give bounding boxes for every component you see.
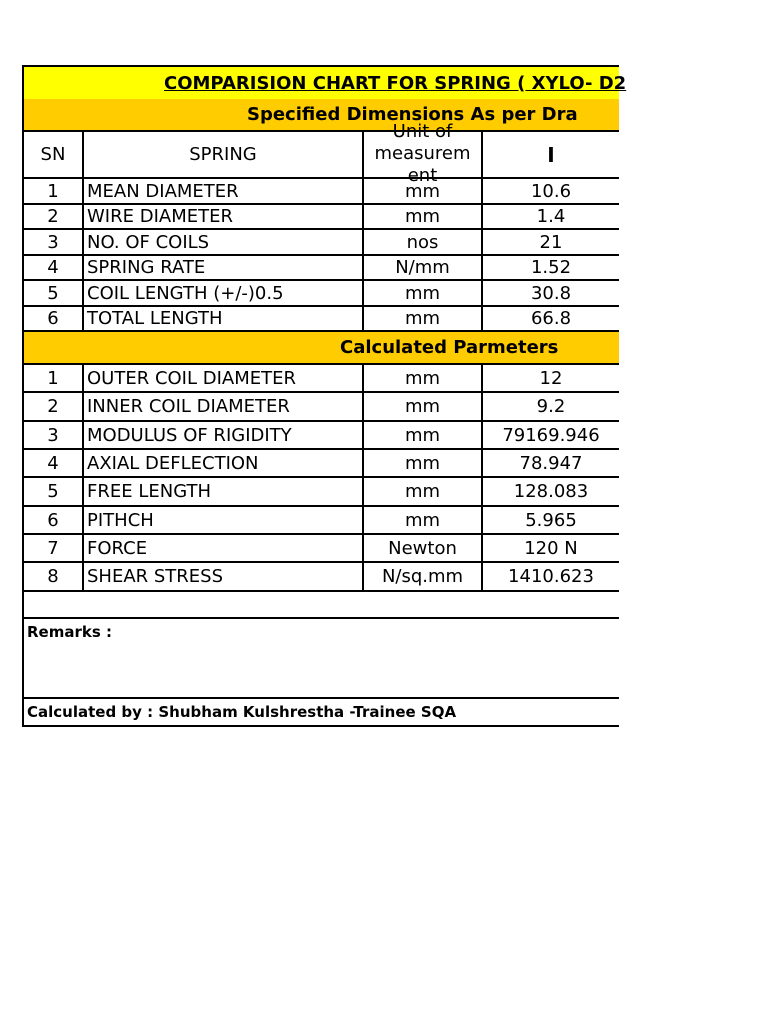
- table-header-row: [22, 121, 619, 186]
- header-col-i: I: [547, 142, 555, 167]
- spreadsheet-page: [22, 65, 627, 727]
- calculated-banner-row: [22, 332, 619, 365]
- cell-unit: N/mm: [364, 256, 483, 279]
- cell-unit: mm: [364, 205, 483, 228]
- cell-sn: 3: [24, 230, 84, 254]
- cell-unit: mm: [364, 422, 483, 448]
- header-spring: SPRING: [84, 132, 364, 177]
- cell-unit: nos: [364, 230, 483, 254]
- cell-value: 1410.623: [508, 566, 594, 587]
- header-unit-line2: measurem: [374, 143, 471, 164]
- specified-banner: Specified Dimensions As per Dra: [24, 99, 619, 130]
- cell-spring: SPRING RATE: [84, 256, 364, 279]
- cell-value: 66.8: [530, 308, 572, 329]
- cell-spring: INNER COIL DIAMETER: [84, 393, 364, 420]
- table-row: [22, 450, 619, 478]
- cell-unit: mm: [364, 365, 483, 391]
- cell-sn: 8: [24, 563, 84, 590]
- cell-value: 78.947: [519, 452, 583, 474]
- table-row: [22, 281, 619, 307]
- cell-spring: SHEAR STRESS: [84, 563, 364, 590]
- header-unit-line3: ent: [407, 165, 438, 186]
- cell-spring: MODULUS OF RIGIDITY: [84, 422, 364, 448]
- table-row: [22, 393, 619, 422]
- empty-row: [22, 592, 619, 619]
- cell-unit: mm: [364, 478, 483, 505]
- cell-unit: mm: [364, 307, 483, 330]
- remarks-block: [22, 619, 619, 699]
- remarks-label: Remarks :: [27, 623, 112, 641]
- cell-sn: 6: [24, 507, 84, 533]
- calculated-by-row: [22, 699, 619, 727]
- specified-banner-row: [22, 99, 619, 132]
- table-row: [22, 179, 619, 205]
- cell-value: 120 N: [524, 537, 578, 559]
- cell-sn: 4: [24, 450, 84, 476]
- cell-sn: 5: [24, 478, 84, 505]
- cell-unit: mm: [364, 393, 483, 420]
- cell-unit: mm: [364, 281, 483, 305]
- cell-value: 5.965: [525, 509, 577, 531]
- cell-unit: mm: [364, 507, 483, 533]
- cell-sn: 2: [24, 393, 84, 420]
- cell-sn: 2: [24, 205, 84, 228]
- table-row: [22, 256, 619, 281]
- table-row: [22, 422, 619, 450]
- cell-spring: MEAN DIAMETER: [84, 179, 364, 203]
- table-row: [22, 507, 619, 535]
- cell-value: 30.8: [530, 282, 572, 304]
- cell-value: 1.52: [530, 257, 572, 278]
- cell-value: 9.2: [536, 396, 566, 417]
- cell-sn: 1: [24, 365, 84, 391]
- calculated-banner: Calculated Parmeters: [24, 332, 619, 363]
- table-row: [22, 478, 619, 507]
- table-row: [22, 365, 619, 393]
- cell-value: 12: [539, 367, 563, 389]
- cell-spring: NO. OF COILS: [84, 230, 364, 254]
- cell-sn: 6: [24, 307, 84, 330]
- cell-unit: Newton: [364, 535, 483, 561]
- cell-value: 79169.946: [502, 424, 600, 446]
- cell-spring: OUTER COIL DIAMETER: [84, 365, 364, 391]
- title-row: [22, 65, 627, 99]
- cell-sn: 5: [24, 281, 84, 305]
- cell-value: 10.6: [530, 180, 572, 202]
- cell-sn: 1: [24, 179, 84, 203]
- cell-value: 128.083: [513, 481, 589, 502]
- table-row: [22, 563, 619, 592]
- cell-unit: mm: [364, 179, 483, 203]
- cell-spring: TOTAL LENGTH: [84, 307, 364, 330]
- header-unit: [364, 121, 483, 186]
- cell-spring: PITHCH: [84, 507, 364, 533]
- table-row: [22, 307, 619, 332]
- cell-spring: COIL LENGTH (+/-)0.5: [84, 281, 364, 305]
- cell-unit: N/sq.mm: [364, 563, 483, 590]
- header-unit-line1: Unit of: [392, 121, 453, 142]
- cell-sn: 7: [24, 535, 84, 561]
- table-row: [22, 230, 619, 256]
- calculated-by-text: Calculated by : Shubham Kulshrestha -Trainee SQA: [27, 703, 457, 721]
- header-sn: SN: [24, 132, 84, 177]
- cell-spring: FORCE: [84, 535, 364, 561]
- cell-spring: FREE LENGTH: [84, 478, 364, 505]
- cell-spring: WIRE DIAMETER: [84, 205, 364, 228]
- cell-sn: 3: [24, 422, 84, 448]
- table-row: [22, 535, 619, 563]
- cell-value: 21: [539, 231, 563, 253]
- cell-spring: AXIAL DEFLECTION: [84, 450, 364, 476]
- table-row: [22, 205, 619, 230]
- cell-value: 1.4: [536, 206, 566, 227]
- cell-unit: mm: [364, 450, 483, 476]
- cell-sn: 4: [24, 256, 84, 279]
- page-title: COMPARISION CHART FOR SPRING ( XYLO- D2: [24, 67, 619, 99]
